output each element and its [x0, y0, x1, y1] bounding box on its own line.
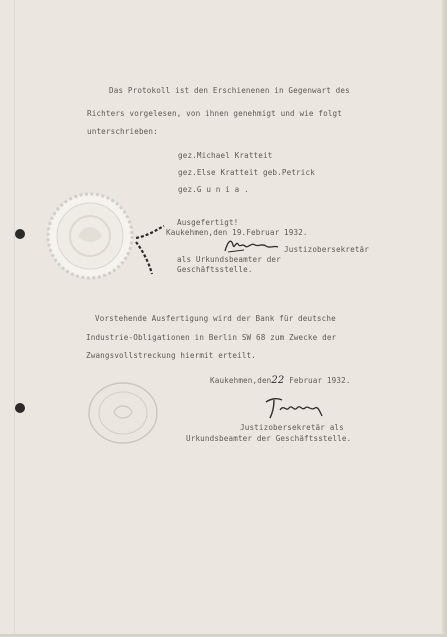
punch-hole-upper — [15, 229, 25, 239]
paragraph1-line1: Das Protokoll ist den Erschienenen in Gegenwart des — [109, 86, 350, 95]
paragraph2-line3: Zwangsvollstreckung hiermit erteilt. — [86, 351, 256, 360]
ink-stamp-icon — [86, 380, 162, 448]
punch-hole-lower — [15, 403, 25, 413]
issued-title-line2: als Urkundsbeamter der — [177, 255, 281, 264]
typed-signature-2: gez.Else Kratteit geb.Petrick — [178, 168, 315, 177]
closing-handwritten-day: 22 — [271, 375, 285, 386]
page-edge-right — [442, 0, 447, 637]
issued-title-line1: Justizobersekretär — [284, 245, 369, 254]
paragraph2-line1: Vorstehende Ausfertigung wird der Bank für deutsche — [95, 314, 336, 323]
paragraph1-line2: Richters vorgelesen, von ihnen genehmigt und wie folgt — [87, 109, 342, 118]
paragraph1-line3: unterschrieben: — [87, 127, 158, 136]
closing-place-date — [210, 376, 351, 386]
handwritten-signature-2 — [262, 394, 328, 422]
handwritten-signature-1 — [222, 235, 282, 257]
page-fold — [14, 0, 15, 637]
typed-signature-3: gez.G u n i a . — [178, 185, 249, 194]
embossed-seal-icon — [38, 190, 168, 282]
paragraph2-line2: Industrie-Obligationen in Berlin SW 68 zum Zwecke der — [86, 333, 337, 342]
closing-title-line1: Justizobersekretär als — [240, 423, 344, 432]
issued-label: Ausgefertigt! — [177, 218, 239, 227]
issued-title-line3: Geschäftsstelle. — [177, 265, 253, 274]
closing-title-line2: Urkundsbeamter der Geschäftsstelle. — [186, 434, 352, 443]
closing-place-prefix: Kaukehmen,den — [210, 376, 272, 385]
closing-date-suffix: Februar 1932. — [289, 376, 351, 385]
issued-place-date: Kaukehmen,den 19.Februar 1932. — [166, 228, 308, 237]
typed-signature-1: gez.Michael Kratteit — [178, 151, 273, 160]
